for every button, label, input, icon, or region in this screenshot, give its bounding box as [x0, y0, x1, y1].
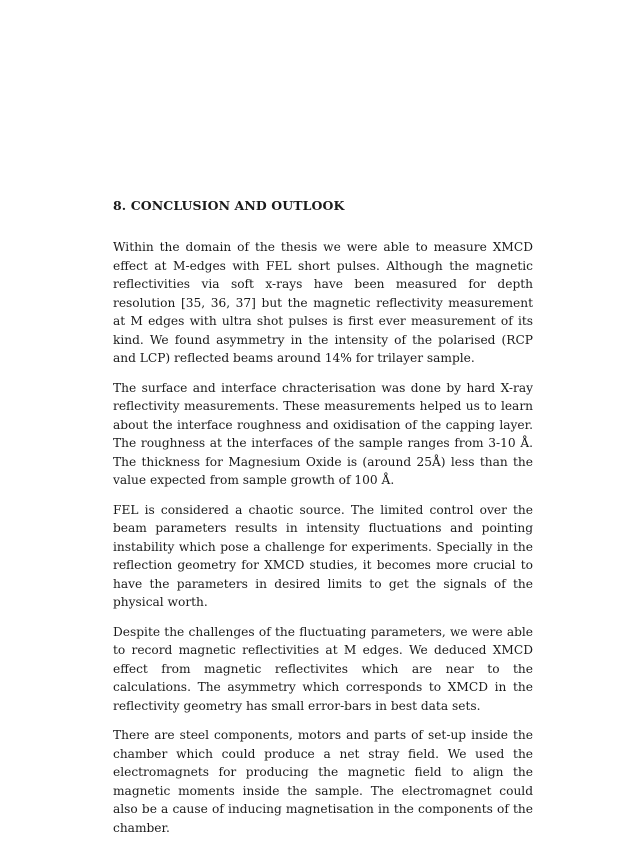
- paragraph: The surface and interface chracterisation was done by hard X-ray reflectivity measurements. These measurements helped us to learn about the interface roughness and oxidisation of the capping layer. The roughness at the interfaces of the sample ranges from 3-10 Å. The thickness for Magnesium Oxide is (around 25Å) less than the value expected from sample growth of 100 Å.: [113, 380, 533, 487]
- paragraph: Within the domain of the thesis we were able to measure XMCD effect at M-edges with FEL short pulses. Although the magnetic reflectivities via soft x-rays have been measured for depth resolution [35, 36, 37] but the magnetic reflectivity measurement at M edges with ultra shot pulses is first ever measurement of its kind. We found asymmetry in the intensity of the polarised (RCP and LCP) reflected beams around 14% for trilayer sample.: [113, 240, 533, 365]
- chapter-heading: 8. CONCLUSION AND OUTLOOK: [113, 198, 345, 213]
- paragraph: There are steel components, motors and parts of set-up inside the chamber which could produce a net stray field. We used the electromagnets for producing the magnetic field to align the magnetic moments inside the sample. The electromagnet could also be a cause of inducing magnetisation in the components of the chamber.: [113, 728, 533, 835]
- paragraph: FEL is considered a chaotic source. The limited control over the beam parameters results in intensity fluctuations and pointing instability which pose a challenge for experiments. Specially in the reflection geometry for XMCD studies, it becomes more crucial to have the parameters in desired limits to get the signals of the physical worth.: [113, 502, 533, 609]
- paragraph: Despite the challenges of the fluctuating parameters, we were able to record magnetic reflectivities at M edges. We deduced XMCD effect from magnetic reflectivites which are near to the calculations. The asymmetry which corresponds to XMCD in the reflectivity geometry has small error-bars in best data sets.: [113, 624, 533, 713]
- body-text: [113, 238, 533, 848]
